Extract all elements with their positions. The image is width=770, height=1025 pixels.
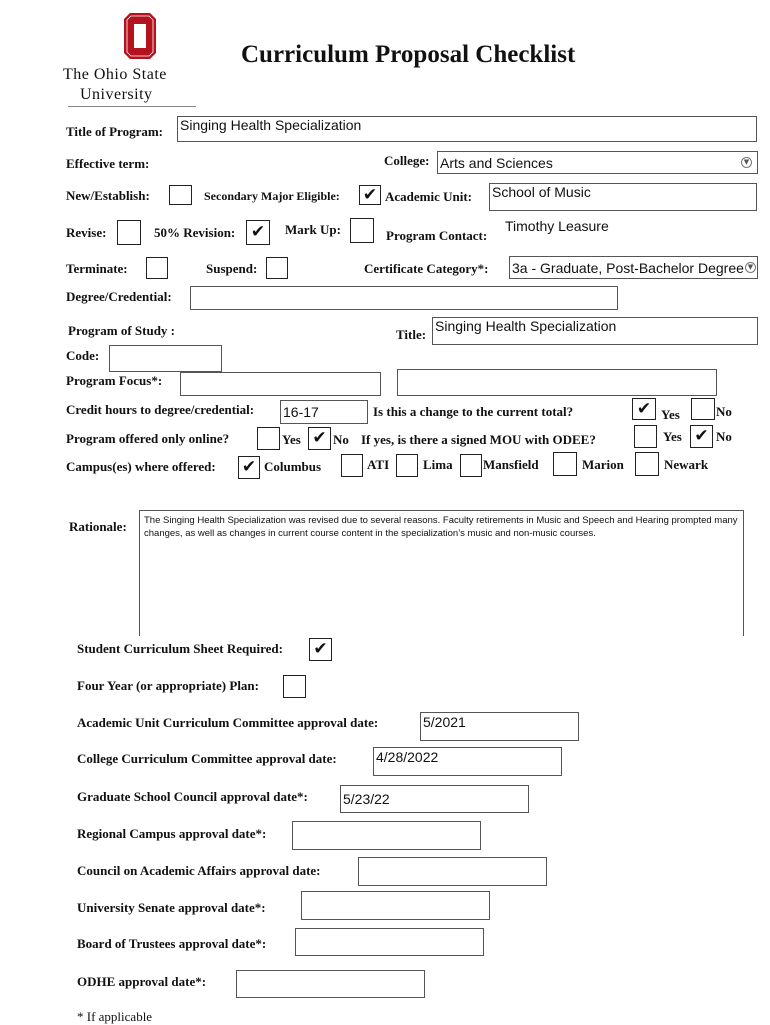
program-focus-field[interactable] xyxy=(180,372,381,396)
rationale-field[interactable]: The Singing Health Specialization was revised due to several reasons. Faculty retirements in Music and Speech and Hearing prompted many changes, as well as changes in current course content in the specialization’s music and non-music courses. xyxy=(139,510,744,636)
rationale-label: Rationale: xyxy=(69,519,127,534)
online-label: Program offered only online? xyxy=(66,431,230,446)
footnote: * If applicable xyxy=(77,1009,153,1024)
campus-marion-checkbox[interactable] xyxy=(553,452,577,476)
secondary-major-checkbox[interactable] xyxy=(359,185,381,205)
campus-ati-checkbox[interactable] xyxy=(341,454,363,477)
fifty-percent-revision-checkbox[interactable] xyxy=(246,220,270,245)
credit-hours-field[interactable] xyxy=(280,400,368,424)
suspend-label: Suspend: xyxy=(206,261,258,276)
mou-label: If yes, is there a signed MOU with ODEE? xyxy=(361,432,596,447)
curriculum-sheet-label: Student Curriculum Sheet Required: xyxy=(77,641,283,656)
caa-field[interactable] xyxy=(358,857,547,886)
degree-credential-field[interactable] xyxy=(190,286,618,310)
curriculum-sheet-checkbox[interactable] xyxy=(309,638,332,661)
study-title-field[interactable]: Singing Health Specialization xyxy=(432,317,758,345)
program-of-study-label: Program of Study : xyxy=(68,323,176,338)
chevron-circle-down-icon[interactable]: ▼ xyxy=(745,262,756,273)
credit-hours-label: Credit hours to degree/credential: xyxy=(66,402,255,417)
trustees-label: Board of Trustees approval date*: xyxy=(77,936,267,951)
fifty-percent-revision-label: 50% Revision: xyxy=(154,225,236,240)
revise-checkbox[interactable] xyxy=(117,220,141,245)
study-title-label: Title: xyxy=(396,327,427,342)
checkmark-icon: ✔ xyxy=(313,639,328,659)
program-contact-value[interactable]: Timothy Leasure xyxy=(505,218,609,234)
campus-lima-checkbox[interactable] xyxy=(396,454,418,477)
certificate-category-dropdown[interactable] xyxy=(509,256,758,279)
online-yes-checkbox[interactable] xyxy=(257,427,280,450)
mark-up-label: Mark Up: xyxy=(285,222,341,237)
campus-marion-label: Marion xyxy=(582,457,624,472)
change-total-label: Is this a change to the current total? xyxy=(373,404,574,419)
checkmark-icon: ✔ xyxy=(694,426,709,446)
change-no-checkbox[interactable] xyxy=(691,398,715,420)
university-name-line2: University xyxy=(80,86,153,103)
code-label: Code: xyxy=(66,348,100,363)
new-establish-checkbox[interactable] xyxy=(169,185,192,205)
change-no-label: No xyxy=(716,404,732,419)
odhe-field[interactable] xyxy=(236,970,425,998)
grad-council-field[interactable] xyxy=(340,785,529,813)
academic-unit-label: Academic Unit: xyxy=(385,189,473,204)
mou-no-label: No xyxy=(716,429,732,444)
program-focus-label: Program Focus*: xyxy=(66,373,163,388)
program-contact-label: Program Contact: xyxy=(386,228,488,243)
title-of-program-field[interactable]: Singing Health Specialization xyxy=(177,116,757,142)
checkmark-icon: ✔ xyxy=(250,222,266,242)
college-committee-label: College Curriculum Committee approval date: xyxy=(77,751,337,766)
unit-committee-value: 5/2021 xyxy=(423,714,466,730)
academic-unit-field[interactable]: School of Music xyxy=(489,183,757,211)
regional-campus-field[interactable] xyxy=(292,821,481,850)
campus-lima-label: Lima xyxy=(423,457,453,472)
online-no-checkbox[interactable] xyxy=(308,427,331,450)
mou-yes-label: Yes xyxy=(663,429,682,444)
college-dropdown[interactable] xyxy=(437,151,758,174)
caa-label: Council on Academic Affairs approval date: xyxy=(77,863,321,878)
program-focus-field-2[interactable] xyxy=(397,369,717,396)
chevron-circle-down-icon[interactable]: ▼ xyxy=(741,157,752,168)
senate-label: University Senate approval date*: xyxy=(77,900,266,915)
four-year-plan-label: Four Year (or appropriate) Plan: xyxy=(77,678,259,693)
trustees-field[interactable] xyxy=(295,928,484,956)
campus-columbus-checkbox[interactable] xyxy=(238,456,260,479)
certificate-category-label: Certificate Category*: xyxy=(364,261,489,276)
campus-mansfield-checkbox[interactable] xyxy=(460,454,482,477)
college-value: Arts and Sciences xyxy=(440,154,553,171)
code-field[interactable] xyxy=(109,345,222,372)
grad-council-label: Graduate School Council approval date*: xyxy=(77,789,308,804)
campus-label: Campus(es) where offered: xyxy=(66,459,216,474)
online-no-label: No xyxy=(333,432,349,447)
page-title: Curriculum Proposal Checklist xyxy=(241,41,576,68)
online-yes-label: Yes xyxy=(282,432,301,447)
university-name-line1: The Ohio State xyxy=(63,66,167,83)
checkmark-icon: ✔ xyxy=(362,184,378,205)
mou-yes-checkbox[interactable] xyxy=(634,425,657,448)
campus-mansfield-label: Mansfield xyxy=(483,457,539,472)
credit-hours-value: 16-17 xyxy=(283,404,319,420)
effective-term-label: Effective term: xyxy=(66,156,150,171)
change-yes-label: Yes xyxy=(661,407,680,422)
logo-divider xyxy=(68,106,196,107)
change-yes-checkbox[interactable] xyxy=(632,398,656,420)
grad-council-value: 5/23/22 xyxy=(343,791,390,807)
unit-committee-field[interactable] xyxy=(420,712,579,741)
terminate-checkbox[interactable] xyxy=(146,257,168,279)
college-committee-value: 4/28/2022 xyxy=(376,749,439,765)
checkmark-icon: ✔ xyxy=(312,428,327,448)
mou-no-checkbox[interactable] xyxy=(690,425,713,448)
certificate-category-value: 3a - Graduate, Post-Bachelor Degree xyxy=(512,259,744,276)
odhe-label: ODHE approval date*: xyxy=(77,974,207,989)
regional-campus-label: Regional Campus approval date*: xyxy=(77,826,267,841)
senate-field[interactable] xyxy=(301,891,490,920)
title-of-program-label: Title of Program: xyxy=(66,124,163,139)
revise-label: Revise: xyxy=(66,225,107,240)
checkmark-icon: ✔ xyxy=(636,398,652,419)
block-o-logo-icon xyxy=(120,13,160,59)
campus-newark-label: Newark xyxy=(664,457,709,472)
unit-committee-label: Academic Unit Curriculum Committee approval date: xyxy=(77,715,379,730)
campus-columbus-label: Columbus xyxy=(264,459,322,474)
campus-ati-label: ATI xyxy=(367,457,390,472)
suspend-checkbox[interactable] xyxy=(266,257,288,279)
new-establish-label: New/Establish: xyxy=(66,188,150,203)
checkmark-icon: ✔ xyxy=(241,457,257,477)
college-committee-field[interactable] xyxy=(373,747,562,776)
four-year-plan-checkbox[interactable] xyxy=(283,675,306,698)
terminate-label: Terminate: xyxy=(66,261,128,276)
campus-newark-checkbox[interactable] xyxy=(635,452,659,476)
college-label: College: xyxy=(384,153,430,168)
mark-up-checkbox[interactable] xyxy=(350,218,374,243)
secondary-major-label: Secondary Major Eligible: xyxy=(204,189,340,203)
degree-credential-label: Degree/Credential: xyxy=(66,289,172,304)
